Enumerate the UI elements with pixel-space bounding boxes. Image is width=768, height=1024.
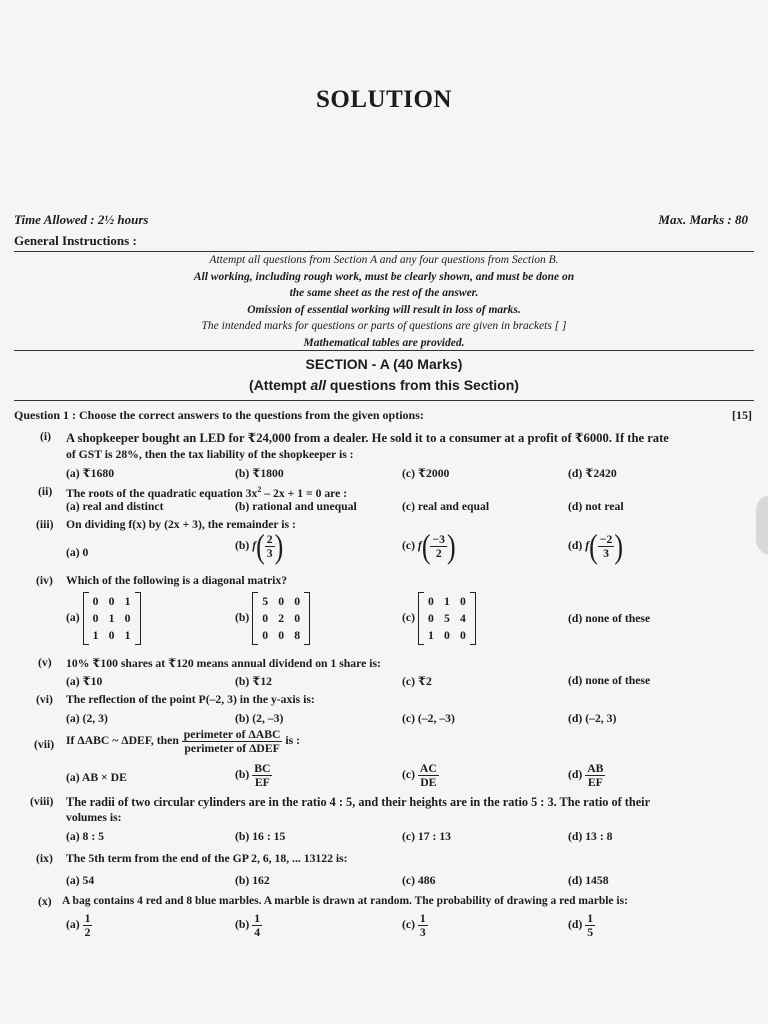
question-iv-number: (iv): [36, 574, 53, 587]
matrix-entry: 5: [262, 595, 269, 608]
divider: [14, 400, 754, 401]
max-marks: Max. Marks : 80: [658, 212, 748, 227]
question-ix-text: The 5th term from the end of the GP 2, 6, 18, ... 13122 is:: [66, 852, 348, 865]
matrix-entry: 0: [459, 595, 466, 608]
option-c: (c) f( $\frac{-3}{2}$ ): [402, 527, 456, 565]
matrix-entry: 4: [459, 612, 466, 625]
option-d: (d) 1458: [568, 874, 609, 887]
matrix-entry: 0: [92, 612, 99, 625]
question-i-text-cont: of GST is 28%, then the tax liability of the shopkeeper is :: [66, 448, 354, 461]
matrix-entry: 1: [124, 595, 131, 608]
question-ii-number: (ii): [38, 485, 53, 498]
matrix-entry: 0: [278, 629, 285, 642]
option-a: (a) ₹1680: [66, 467, 115, 480]
matrix-entry: 0: [278, 595, 285, 608]
matrix-entry: 1: [92, 629, 99, 642]
question-ii-text: The roots of the quadratic equation $3x^2 - 2x + 1 = 0$ are :: [66, 485, 348, 500]
matrix-entry: 0: [92, 595, 99, 608]
instruction-line: the same sheet as the rest of the answer.: [289, 287, 479, 299]
matrix-entry: 0: [262, 629, 269, 642]
question-vii-number: (vii): [34, 738, 55, 751]
option-d: (d) not real: [568, 500, 624, 513]
option-d: (d) $\frac{1}{5}$: [568, 912, 594, 939]
option-d: (d) none of these: [568, 612, 651, 625]
matrix-b: [252, 592, 310, 645]
option-d: (d) (–2, 3): [568, 712, 617, 725]
option-c: (c) ₹2: [402, 675, 432, 688]
option-b: (b) (2, –3): [235, 712, 284, 725]
option-b: (b) rational and unequal: [235, 500, 357, 513]
general-instructions-label: General Instructions :: [14, 233, 137, 248]
question-x-number: (x): [38, 895, 52, 908]
option-a: (a) 0: [66, 546, 89, 559]
instruction-line: All working, including rough work, must be clearly shown, and must be done on: [193, 270, 575, 283]
matrix-entry: 1: [427, 629, 434, 642]
matrix-entry: 0: [294, 612, 301, 625]
matrix-entry: 0: [459, 629, 466, 642]
option-c: (c) real and equal: [402, 500, 490, 513]
question-x-text: A bag contains 4 red and 8 blue marbles. A marble is drawn at random. The probability of drawing a red marble is:: [62, 895, 628, 907]
question-v-text: 10% ₹100 shares at ₹120 means annual dividend on 1 share is:: [66, 657, 381, 670]
question-vii-text: If ΔABC ~ ΔDEF, then $\frac{\text{perimeter of ΔABC}}{\text{perimeter of ΔDEF}}$ is :: [66, 728, 300, 755]
option-b: (b) 5 0 0 0 2 0 0 0 8: [235, 592, 310, 645]
question-i-text: A shopkeeper bought an LED for ₹24,000 from a dealer. He sold it to a consumer at a profit of ₹6000. If the rate: [66, 431, 669, 445]
option-b: (b) ₹1800: [235, 467, 284, 480]
option-d: (d) $\frac{AB}{EF}$: [568, 762, 604, 789]
option-b: (b) 162: [235, 874, 270, 887]
matrix-entry: 1: [124, 629, 131, 642]
matrix-a: [83, 592, 141, 645]
instruction-line: Mathematical tables are provided.: [303, 336, 465, 349]
instruction-line: Attempt all questions from Section A and any four questions from Section B.: [209, 254, 559, 266]
option-a: (a) 8 : 5: [66, 830, 104, 843]
question-i-number: (i): [40, 430, 52, 443]
matrix-entry: 0: [427, 595, 434, 608]
question-viii-text-cont: volumes is:: [66, 811, 122, 824]
matrix-entry: 0: [427, 612, 434, 625]
option-a: (a) ₹10: [66, 675, 103, 688]
option-c: (c) 17 : 13: [402, 830, 452, 843]
option-a: (a) real and distinct: [66, 500, 164, 513]
option-c: (c) (–2, –3): [402, 712, 455, 725]
question-1-label: Question 1 : Choose the correct answers to the questions from the given options:: [14, 408, 424, 422]
option-b: (b) 16 : 15: [235, 830, 286, 843]
time-allowed: Time Allowed : 2½ hours: [14, 212, 149, 227]
matrix-entry: 1: [108, 612, 115, 625]
option-d: (d) 13 : 8: [568, 830, 613, 843]
option-b: (b) f( $\frac{2}{3}$ ): [235, 527, 284, 565]
matrix-entry: 8: [294, 629, 301, 642]
matrix-entry: 1: [443, 595, 450, 608]
divider: [14, 350, 754, 351]
page-edge-shadow: [756, 495, 768, 555]
option-b: (b) $\frac{1}{4}$: [235, 912, 261, 939]
option-d: (d) none of these: [568, 674, 651, 687]
matrix-entry: 0: [294, 595, 301, 608]
instruction-line: Omission of essential working will result in loss of marks.: [247, 303, 521, 316]
option-c: (c) $\frac{AC}{DE}$: [402, 762, 437, 789]
option-a: (a) AB × DE: [66, 771, 127, 784]
section-heading: SECTION - A (40 Marks): [305, 356, 463, 372]
question-ix-number: (ix): [36, 852, 53, 865]
question-iv-text: Which of the following is a diagonal matrix?: [66, 574, 288, 587]
option-a: (a) $\frac{1}{2}$: [66, 912, 91, 939]
option-a: (a) 0 0 1 0 1 0 1 0 1: [66, 592, 141, 645]
matrix-c: [418, 592, 476, 645]
matrix-entry: 0: [108, 629, 115, 642]
question-iii-text: On dividing f(x) by (2x + 3), the remainder is :: [66, 518, 296, 531]
instruction-line: The intended marks for questions or parts of questions are given in brackets [ ]: [201, 320, 567, 332]
question-1-marks: [15]: [732, 408, 752, 422]
option-c: (c) $\frac{1}{3}$: [402, 912, 426, 939]
section-subheading: (Attempt all questions from this Section): [249, 377, 519, 393]
option-b: (b) $\frac{BC}{EF}$: [235, 762, 271, 789]
matrix-entry: 5: [443, 612, 450, 625]
matrix-entry: 0: [443, 629, 450, 642]
matrix-entry: 2: [278, 612, 285, 625]
question-iii-number: (iii): [36, 518, 54, 531]
question-viii-number: (viii): [30, 795, 54, 808]
instructions-block: [14, 252, 754, 351]
option-d: (d) f( $\frac{-2}{3}$ ): [568, 527, 623, 565]
question-v-number: (v): [38, 656, 52, 669]
question-vi-number: (vi): [36, 693, 53, 706]
option-a: (a) (2, 3): [66, 712, 108, 725]
option-b: (b) ₹12: [235, 675, 273, 688]
option-a: (a) 54: [66, 874, 95, 887]
matrix-entry: 0: [262, 612, 269, 625]
matrix-entry: 0: [124, 612, 131, 625]
question-vi-text: The reflection of the point P(–2, 3) in the y-axis is:: [66, 693, 315, 706]
page-title: SOLUTION: [316, 86, 452, 113]
option-d: (d) ₹2420: [568, 467, 617, 480]
option-c: (c) ₹2000: [402, 467, 450, 480]
question-viii-text: The radii of two circular cylinders are in the ratio 4 : 5, and their heights are in the ratio 5 : 3. The ratio of their: [66, 795, 651, 809]
option-c: (c) 486: [402, 874, 436, 887]
option-c: (c) 0 1 0 0 5 4 1 0 0: [402, 592, 476, 645]
matrix-entry: 0: [108, 595, 115, 608]
